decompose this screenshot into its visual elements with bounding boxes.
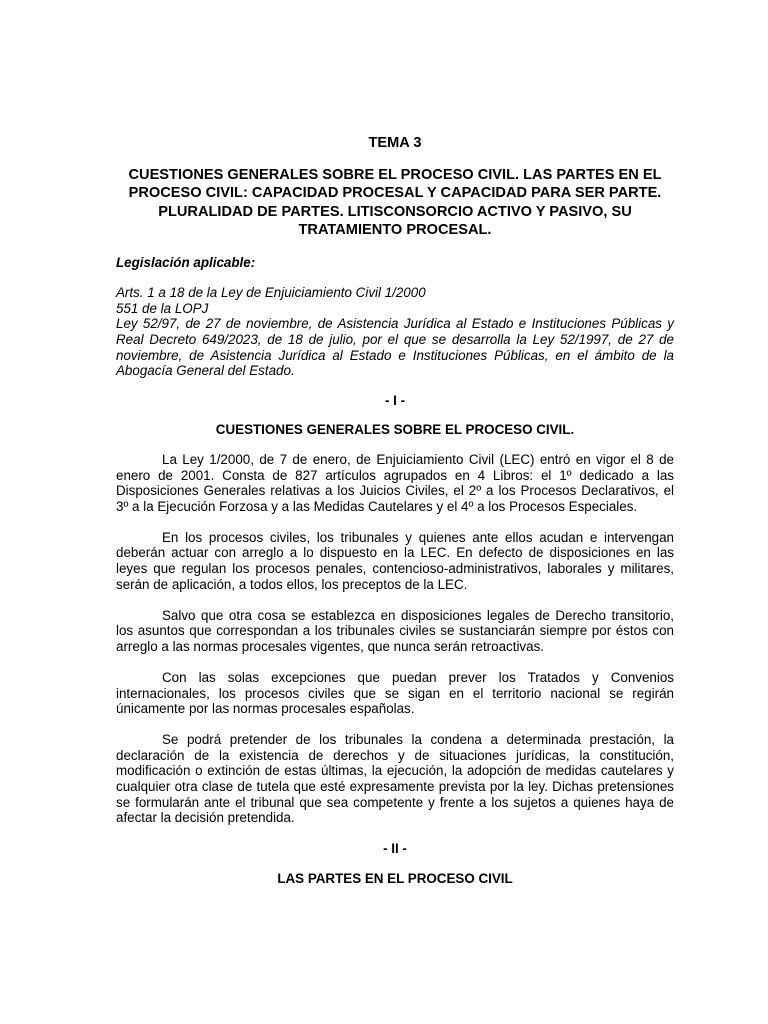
paragraph: Con las solas excepciones que puedan prever los Tratados y Convenios internacionales, los procesos civiles que se sigan en el territorio nacional se regirán únicamente por las normas procesales españolas.: [116, 670, 674, 717]
paragraph: La Ley 1/2000, de 7 de enero, de Enjuiciamiento Civil (LEC) entró en vigor el 8 de enero de 2001. Consta de 827 artículos agrupados en 4 Libros: el 1º dedicado a las Disposiciones Generales relativas a los Juicios Civiles, el 2º a los Procesos Declarativos, el 3º a la Ejecución Forzosa y a las Medidas Cautelares y el 4º a los Procesos Especiales.: [116, 451, 674, 514]
legislation-item: Arts. 1 a 18 de la Ley de Enjuiciamiento Civil 1/2000: [116, 285, 426, 301]
section-numeral: - II -: [383, 841, 407, 857]
legislation-item: Ley 52/97, de 27 de noviembre, de Asistencia Jurídica al Estado e Instituciones Públicas y Real Decreto 649/2023, de 18 de julio, por el que se desarrolla la Ley 52/1997, de 27 de noviembre, de Asistencia Jurídica al Estado e Instituciones Públicas, en el ámbito de la Abogacía General del Estado.: [116, 316, 674, 379]
document-page: [116, 134, 674, 901]
legislation-heading: Legislación aplicable:: [116, 254, 256, 270]
legislation-list: [116, 285, 674, 379]
paragraph: Salvo que otra cosa se establezca en disposiciones legales de Derecho transitorio, los asuntos que correspondan a los tribunales civiles se sustanciarán siempre por éstos con arreglo a las normas procesales vigentes, que nunca serán retroactivas.: [116, 607, 674, 654]
topic-number: TEMA 3: [368, 135, 422, 151]
section-title: CUESTIONES GENERALES SOBRE EL PROCESO CIVIL.: [215, 422, 575, 438]
section-title: LAS PARTES EN EL PROCESO CIVIL: [277, 870, 513, 886]
legislation-item: 551 de la LOPJ: [116, 300, 209, 316]
document-title: CUESTIONES GENERALES SOBRE EL PROCESO CIVIL. LAS PARTES EN EL PROCESO CIVIL: CAPACIDAD PROCESAL Y CAPACIDAD PARA SER PARTE. PLURALIDAD DE PARTES. LITISCONSORCIO ACTIVO Y PASIVO, SU TRATAMIENTO PROCESAL.: [128, 167, 662, 239]
paragraph: En los procesos civiles, los tribunales y quienes ante ellos acudan e intervengan deberán actuar con arreglo a lo dispuesto en la LEC. En defecto de disposiciones en las leyes que regulan los procesos penales, contencioso-administrativos, laborales y militares, serán de aplicación, a todos ellos, los preceptos de la LEC.: [116, 529, 674, 592]
paragraph: Se podrá pretender de los tribunales la condena a determinada prestación, la declaración de la existencia de derechos y de situaciones jurídicas, la constitución, modificación o extinción de estas últimas, la ejecución, la adopción de medidas cautelares y cualquier otra clase de tutela que esté expresamente prevista por la ley. Dichas pretensiones se formularán ante el tribunal que sea competente y frente a los sujetos a quienes haya de afectar la decisión pretendida.: [116, 732, 674, 826]
section-numeral: - I -: [384, 392, 406, 408]
